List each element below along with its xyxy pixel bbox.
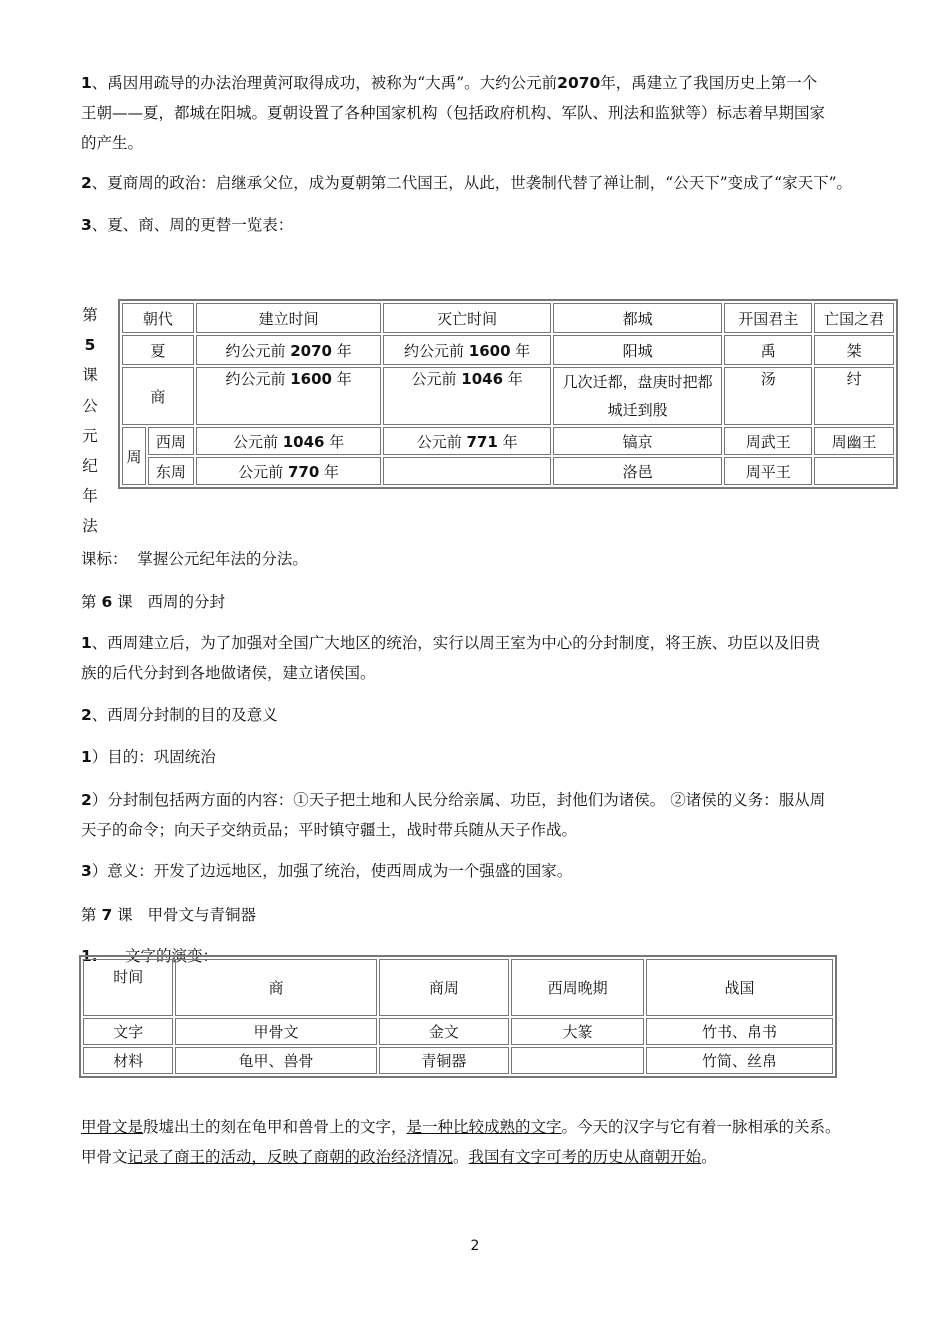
- table-row: [122, 335, 894, 365]
- header-cell: 亡国之君: [814, 303, 894, 333]
- row-label-cell: 材料: [83, 1047, 173, 1074]
- capital-cell: 洛邑: [553, 457, 723, 485]
- text: 年: [324, 432, 345, 451]
- table-cell: 龟甲、兽骨: [175, 1047, 376, 1074]
- last-ruler-cell: 周幽王: [814, 427, 894, 455]
- page-number: 2: [470, 1238, 480, 1254]
- text: 王朝——夏，都城在阳城。夏朝设置了各种国家机构（包括政府机构、军队、刑法和监狱等）标志着早期国家: [81, 104, 826, 122]
- ended-cell: [383, 335, 551, 365]
- writing-evolution-table: [79, 955, 837, 1078]
- table-cell: 金文: [379, 1018, 510, 1045]
- text: 年: [331, 341, 352, 360]
- header-cell: 西周晚期: [511, 959, 644, 1016]
- text: 年: [331, 370, 352, 388]
- text: 、西周建立后，为了加强对全国广大地区的统治，实行以周王室为中心的分封制度，将王族、功臣以及旧贵: [91, 634, 821, 652]
- text: 天子的命令；向天子交纳贡品；平时镇守疆土，战时带兵随从天子作战。: [81, 821, 578, 839]
- text: 、禹因用疏导的办法治理黄河取得成功，被称为“大禹”。大约公元前: [91, 74, 558, 92]
- text: 公元前: [416, 432, 467, 451]
- founded-cell: [196, 427, 381, 455]
- dynasty-cell: 东周: [148, 457, 194, 485]
- table-header-row: [83, 959, 833, 1016]
- text: 第: [81, 906, 102, 924]
- text: ）分封制包括两方面的内容：①天子把土地和人民分给亲属、功臣，封他们为诸侯。 ②诸侯的义务：服从周: [91, 791, 826, 809]
- text: 、西周分封制的目的及意义: [91, 706, 278, 724]
- text: 公元前: [238, 462, 288, 481]
- year: 1046: [282, 432, 325, 451]
- item-number: 2: [81, 791, 92, 809]
- year: 1600: [468, 341, 511, 360]
- text: 、夏商周的政治：启继承父位，成为夏朝第二代国王，从此，世袭制代替了禅让制，“公天下”变成了“家天下”。: [91, 174, 852, 192]
- table-cell: 青铜器: [379, 1047, 510, 1074]
- table-row: [83, 1018, 833, 1045]
- lesson-number: 6: [101, 593, 113, 611]
- text: 。: [453, 1148, 469, 1166]
- text: 公元前: [411, 370, 462, 388]
- paragraph-1: [81, 68, 891, 158]
- text: 文字的演变：: [125, 947, 219, 965]
- founded-cell: [196, 335, 381, 365]
- text: 、夏、商、周的更替一览表：: [91, 216, 294, 234]
- item-number: 1: [81, 634, 92, 652]
- ended-cell: [383, 367, 551, 425]
- item-number: 3: [81, 216, 92, 234]
- underlined-text: 记录了商王的活动，反映了商朝的政治经济情况: [127, 1148, 454, 1166]
- founder-cell: 周武王: [724, 427, 812, 455]
- lesson-6-sub-3: [81, 856, 891, 886]
- text: 约公元前: [225, 341, 291, 360]
- founded-cell: [196, 457, 381, 485]
- table-header-row: [122, 303, 894, 333]
- table-cell: 甲骨文: [175, 1018, 376, 1045]
- text: 约公元前: [225, 370, 291, 388]
- header-cell: 开国君主: [724, 303, 812, 333]
- text: 课标： 掌握公元纪年法的分法。: [81, 550, 308, 568]
- underlined-text: 是一种比较成熟的文字: [406, 1118, 562, 1136]
- header-cell: 时间: [83, 959, 173, 1016]
- title-char: 第: [82, 306, 98, 324]
- year: 1046: [461, 370, 504, 388]
- lesson-7-title: [81, 900, 891, 930]
- table-row: [122, 427, 894, 455]
- lesson-number: 7: [101, 906, 113, 924]
- curriculum-standard: [81, 544, 891, 574]
- table-cell: 竹简、丝帛: [646, 1047, 833, 1074]
- capital-cell: 镐京: [553, 427, 723, 455]
- text: 的产生。: [81, 134, 144, 152]
- title-char: 公: [82, 396, 98, 415]
- item-number: 2: [81, 174, 92, 192]
- underlined-text: 我国有文字可考的历史从商朝开始: [468, 1148, 702, 1166]
- paragraph-3: [81, 210, 891, 240]
- header-cell: 商周: [379, 959, 510, 1016]
- title-char: 年: [82, 487, 98, 506]
- year: 2070: [557, 74, 601, 92]
- item-number: 1.: [81, 947, 98, 965]
- text: 课 西周的分封: [112, 593, 225, 611]
- last-ruler-cell: [814, 457, 894, 485]
- lesson-6-title: [81, 587, 891, 617]
- lesson-6-paragraph-1: [81, 628, 891, 688]
- text: 课 甲骨文与青铜器: [112, 906, 256, 924]
- founder-cell: 周平王: [724, 457, 812, 485]
- text: 年: [319, 462, 340, 481]
- header-cell: 灭亡时间: [383, 303, 551, 333]
- title-char: 5: [84, 336, 96, 355]
- item-number: 1: [81, 748, 92, 766]
- item-number: 1: [81, 74, 92, 92]
- table-cell: [511, 1047, 644, 1074]
- text: ）意义：开发了边远地区，加强了统治，使西周成为一个强盛的国家。: [91, 862, 573, 880]
- lesson-6-sub-2: [81, 785, 891, 845]
- founder-cell: 汤: [724, 367, 812, 425]
- header-cell: 商: [175, 959, 376, 1016]
- dynasty-cell: 西周: [148, 427, 194, 455]
- founder-cell: 禹: [724, 335, 812, 365]
- text: 年: [503, 370, 523, 388]
- text: 族的后代分封到各地做诸侯，建立诸侯国。: [81, 664, 376, 682]
- text: ）目的：巩固统治: [91, 748, 216, 766]
- table-row: [83, 1047, 833, 1074]
- text: 约公元前: [403, 341, 469, 360]
- text: 年: [497, 432, 518, 451]
- table-row: [122, 457, 894, 485]
- year: 771: [466, 432, 498, 451]
- item-number: 3: [81, 862, 92, 880]
- dynasty-cell: 商: [122, 367, 194, 425]
- header-cell: 建立时间: [196, 303, 381, 333]
- text: 。今天的汉字与它有着一脉相承的关系。: [561, 1118, 841, 1136]
- founded-cell: [196, 367, 381, 425]
- text: 。: [701, 1148, 717, 1166]
- row-label-cell: 文字: [83, 1018, 173, 1045]
- dynasty-table: [118, 299, 898, 489]
- text: 甲骨文: [81, 1148, 128, 1166]
- title-char: 法: [82, 517, 98, 536]
- dynasty-group-cell: 周: [122, 427, 146, 485]
- last-ruler-cell: 桀: [814, 335, 894, 365]
- item-number: 2: [81, 706, 92, 724]
- ended-cell: [383, 457, 551, 485]
- table-cell: 大篆: [511, 1018, 644, 1045]
- underlined-text: 甲骨文是: [81, 1118, 144, 1136]
- paragraph-2: [81, 168, 891, 198]
- ended-cell: [383, 427, 551, 455]
- text: 年: [510, 341, 531, 360]
- title-char: 纪: [82, 457, 98, 476]
- text: 年，禹建立了我国历史上第一个: [600, 74, 818, 92]
- year: 2070: [290, 341, 332, 360]
- last-ruler-cell: 纣: [814, 367, 894, 425]
- header-cell: 朝代: [122, 303, 194, 333]
- title-char: 课: [82, 366, 98, 385]
- year: 1600: [290, 370, 332, 388]
- year: 770: [287, 462, 320, 481]
- capital-cell: 阳城: [553, 335, 723, 365]
- text: 公元前: [232, 432, 283, 451]
- text: 殷墟出土的刻在龟甲和兽骨上的文字，: [143, 1118, 407, 1136]
- text: 第: [81, 593, 102, 611]
- dynasty-cell: 夏: [122, 335, 194, 365]
- lesson-5-title: [81, 300, 99, 542]
- title-char: 元: [82, 426, 98, 445]
- lesson-6-sub-1: [81, 742, 891, 772]
- header-cell: 战国: [646, 959, 833, 1016]
- table-cell: 竹书、帛书: [646, 1018, 833, 1045]
- lesson-6-paragraph-2: [81, 700, 891, 730]
- header-cell: 都城: [553, 303, 723, 333]
- table-row: [122, 367, 894, 425]
- oracle-bone-note: [81, 1112, 891, 1172]
- capital-cell: 几次迁都，盘庚时把都城迁到殷: [553, 367, 723, 425]
